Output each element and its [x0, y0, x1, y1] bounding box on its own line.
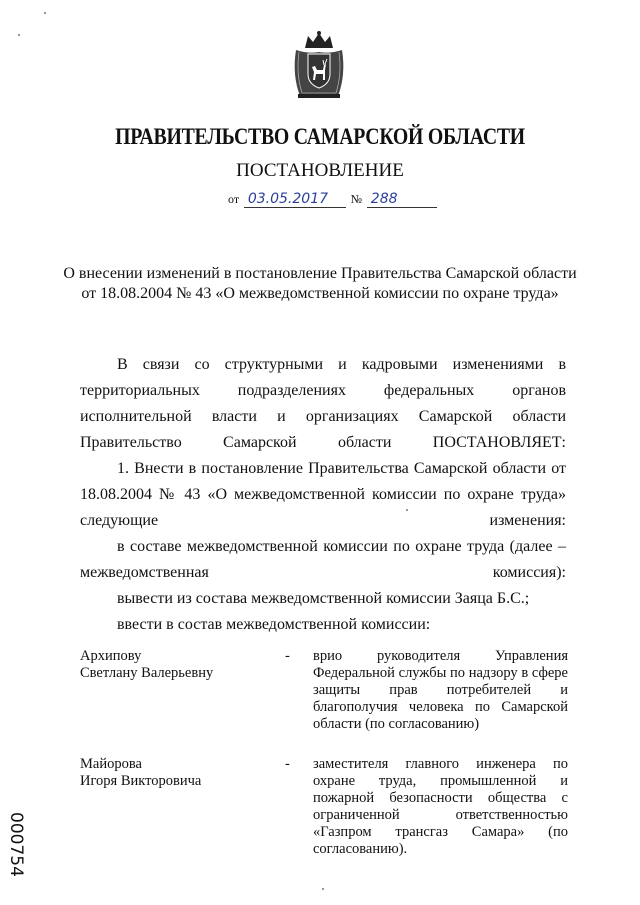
- document-type: ПОСТАНОВЛЕНИЕ: [236, 160, 404, 181]
- date-number-line: [226, 191, 437, 208]
- member-dash: -: [285, 756, 290, 772]
- number-label: №: [350, 192, 363, 206]
- member-surname: Архипову: [80, 648, 142, 664]
- heading-line-2: от 18.08.2004 № 43 «О межведомственной комиссии по охране труда»: [81, 285, 559, 302]
- scan-speck: [44, 12, 46, 14]
- scan-speck: [18, 34, 20, 36]
- member-position: врио руководителя Управления Федеральной службы по надзору в сфере защиты прав потребителей и благополучия человека по Самарской области (по согласованию): [313, 648, 568, 732]
- paragraph-preamble: В связи со структурными и кадровыми изменениями в территориальных подразделениях федеральных органов исполнительной власти и организациях Самарской области Правительство Самарской области ПОСТАНОВЛЯЕТ:: [80, 356, 566, 451]
- paragraph-add-members: ввести в состав межведомственной комиссии:: [117, 616, 431, 633]
- handwritten-number: 288: [367, 191, 437, 208]
- member-given-names: Игоря Викторовича: [80, 773, 202, 789]
- member-surname: Майорова: [80, 756, 142, 772]
- margin-registration-stamp: 000754: [6, 812, 26, 877]
- member-name: [80, 648, 270, 682]
- document-heading: [0, 264, 640, 304]
- date-prefix: от: [228, 192, 240, 206]
- scan-speck: [406, 509, 408, 511]
- scan-speck: [322, 888, 324, 890]
- member-given-names: Светлану Валерьевну: [80, 665, 214, 681]
- paragraph-composition: в составе межведомственной комиссии по охране труда (далее – межведомственная комиссия):: [80, 538, 566, 581]
- member-name: [80, 756, 270, 790]
- paragraph-item-1: 1. Внести в постановление Правительства Самарской области от 18.08.2004 № 43 «О межведомственной комиссии по охране труда» следующие изменения:: [80, 460, 566, 529]
- coat-of-arms-emblem: [290, 30, 348, 102]
- member-dash: -: [285, 648, 290, 664]
- government-title: ПРАВИТЕЛЬСТВО САМАРСКОЙ ОБЛАСТИ: [115, 124, 525, 149]
- member-position: заместителя главного инженера по охране труда, промышленной и пожарной безопасности общества с ограниченной ответственностью «Газпром трансгаз Самара» (по согласованию).: [313, 756, 568, 857]
- heading-line-1: О внесении изменений в постановление Правительства Самарской области: [63, 265, 577, 282]
- handwritten-date: 03.05.2017: [244, 191, 346, 208]
- paragraph-remove-member: вывести из состава межведомственной комиссии Заяца Б.С.;: [117, 590, 530, 607]
